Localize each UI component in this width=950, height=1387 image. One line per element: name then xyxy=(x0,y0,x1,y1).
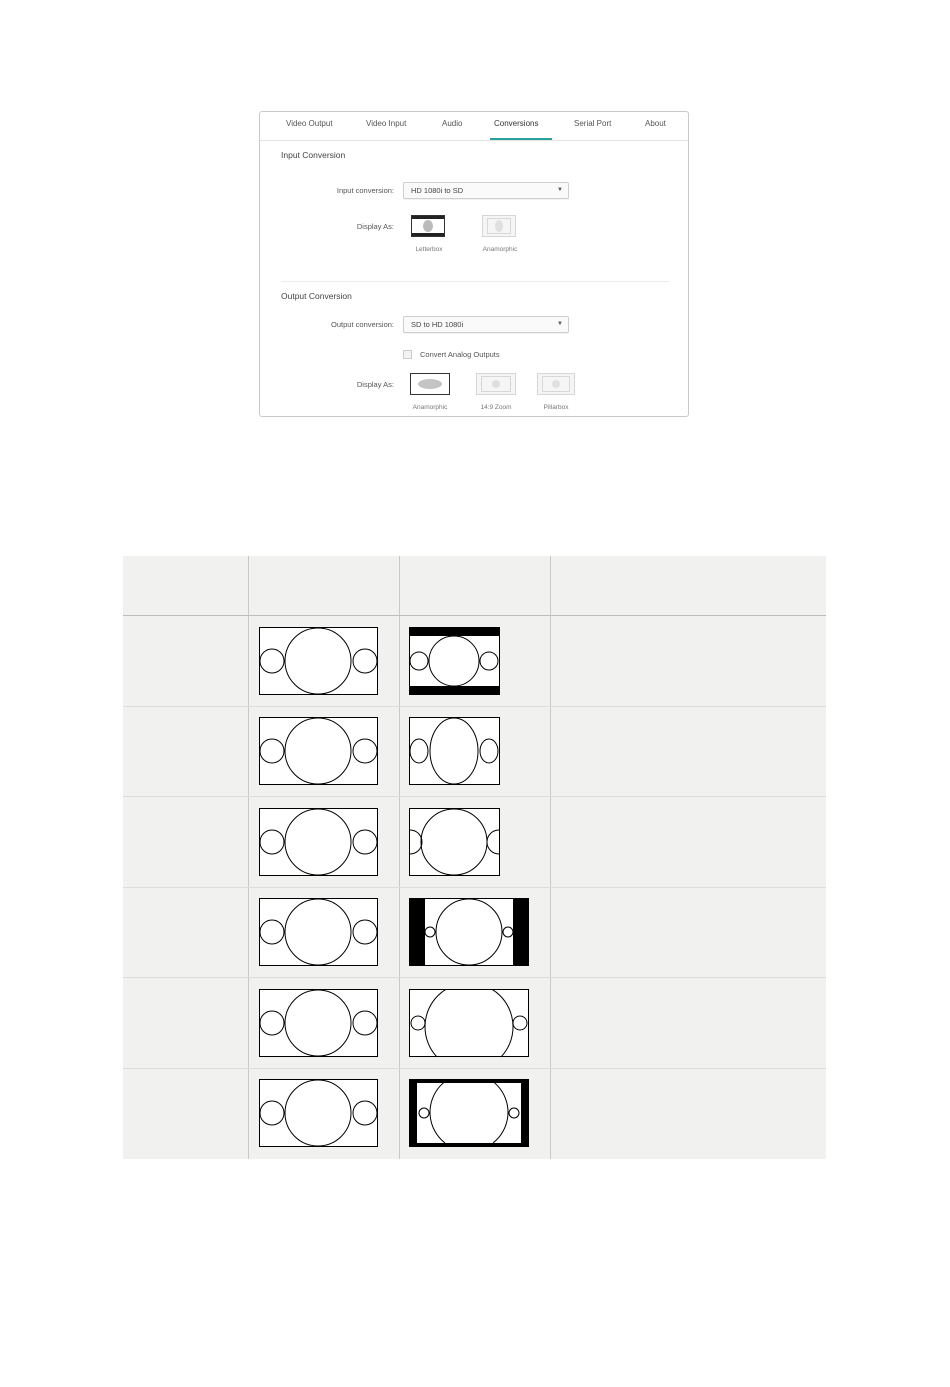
source-frame-diagram xyxy=(259,627,379,696)
chevron-down-icon: ▼ xyxy=(557,187,563,193)
output-display-as-label: Display As: xyxy=(356,380,394,389)
zoom-icon xyxy=(492,380,500,388)
output-conversion-value: SD to HD 1080i xyxy=(411,320,464,329)
letterbox-label: Letterbox xyxy=(415,246,443,253)
output-conversion-select[interactable] xyxy=(403,316,569,333)
tab-video-input[interactable]: Video Input xyxy=(366,119,407,128)
active-tab-indicator xyxy=(490,138,552,140)
input-display-as-label: Display As: xyxy=(356,222,394,231)
input-conversion-title: Input Conversion xyxy=(281,150,346,160)
source-frame-diagram xyxy=(259,898,379,967)
letterbox-bar-bottom xyxy=(412,233,444,236)
tab-video-output[interactable]: Video Output xyxy=(286,119,333,128)
input-conversion-label: Input conversion: xyxy=(336,186,394,195)
pillarbox-option[interactable] xyxy=(537,373,575,395)
output-conversion-title: Output Conversion xyxy=(281,291,352,301)
output-conversion-label: Output conversion: xyxy=(331,320,394,329)
row-divider xyxy=(123,796,826,797)
conversion-table xyxy=(123,556,826,1159)
convert-analog-outputs-label: Convert Analog Outputs xyxy=(420,350,500,359)
letterbox-icon xyxy=(423,220,433,232)
convert-analog-outputs-checkbox[interactable] xyxy=(403,350,412,359)
source-frame-diagram xyxy=(259,717,379,786)
anamorphic-output-icon xyxy=(418,379,442,389)
letterbox-result-diagram xyxy=(409,627,501,696)
row-divider xyxy=(123,1068,826,1069)
pillarbox-label: Pillarbox xyxy=(543,404,569,411)
anamorphic-input-option[interactable] xyxy=(482,215,516,237)
tab-about[interactable]: About xyxy=(645,119,666,128)
letterbox-bar-top xyxy=(412,216,444,219)
source-frame-diagram xyxy=(259,1079,379,1148)
tab-bar xyxy=(260,112,688,141)
anamorphic-output-option[interactable] xyxy=(410,373,450,395)
section-divider xyxy=(281,281,669,282)
chevron-down-icon: ▼ xyxy=(557,321,563,327)
letterbox-option[interactable] xyxy=(411,215,445,237)
zoom-14-9-option[interactable] xyxy=(476,373,516,395)
source-frame-diagram xyxy=(259,989,379,1058)
anamorphic-icon xyxy=(495,220,503,232)
tab-serial-port[interactable]: Serial Port xyxy=(574,119,612,128)
anamorphic-output-label: Anamorphic xyxy=(412,404,448,411)
zoom-14-9-result-diagram xyxy=(409,1079,530,1148)
anamorphic-result-diagram xyxy=(409,717,501,786)
source-frame-diagram xyxy=(259,808,379,877)
anamorphic-input-label: Anamorphic xyxy=(482,246,518,253)
row-divider xyxy=(123,706,826,707)
table-header-divider xyxy=(123,615,826,616)
row-divider xyxy=(123,887,826,888)
tab-audio[interactable]: Audio xyxy=(442,119,463,128)
input-conversion-value: HD 1080i to SD xyxy=(411,186,464,195)
row-divider xyxy=(123,977,826,978)
zoom-14-9-label: 14:9 Zoom xyxy=(480,404,512,411)
input-conversion-select[interactable] xyxy=(403,182,569,199)
zoom-result-diagram xyxy=(409,989,530,1058)
pillarbox-result-diagram xyxy=(409,898,530,967)
pillarbox-icon xyxy=(552,380,560,388)
conversions-settings-panel xyxy=(259,111,689,417)
center-cut-result-diagram xyxy=(409,808,501,877)
tab-conversions[interactable]: Conversions xyxy=(494,119,539,128)
